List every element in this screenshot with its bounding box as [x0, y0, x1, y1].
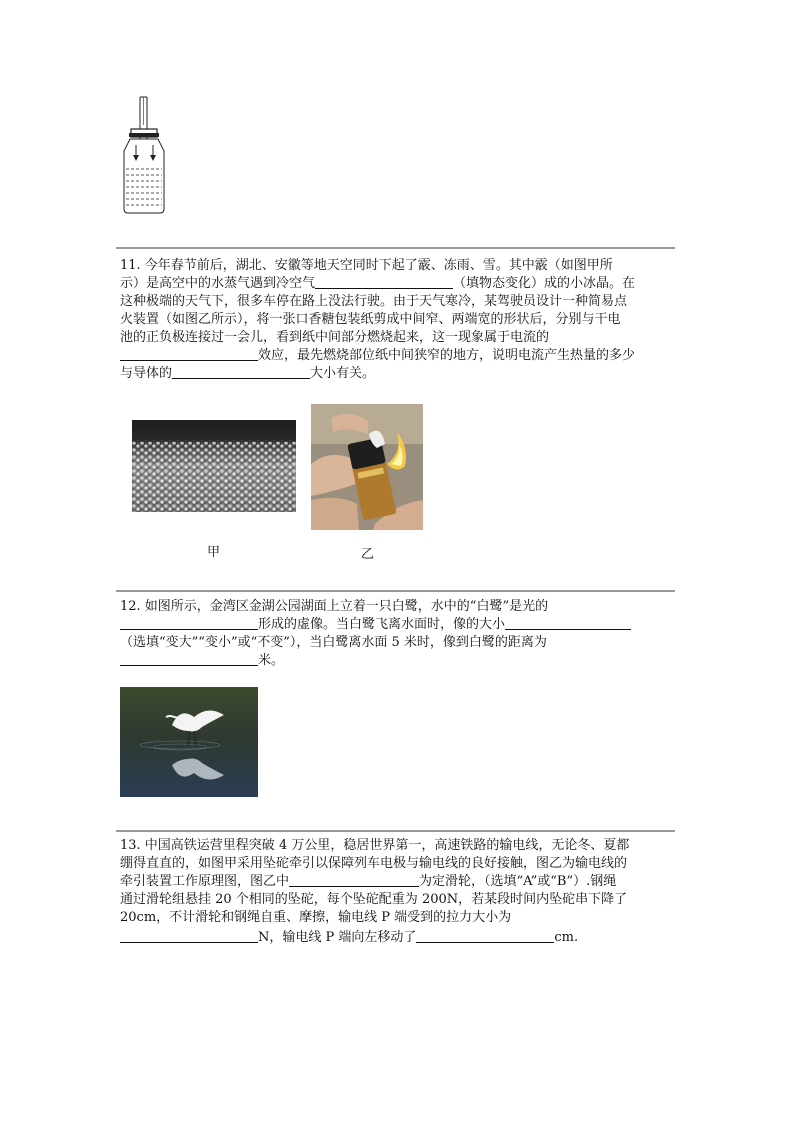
bottle-apparatus-diagram: [118, 95, 170, 215]
q11-text: （填物态变化）成的小冰晶。在: [453, 276, 636, 291]
q13-text: 牵引装置工作原理图，图乙中: [120, 874, 290, 889]
q13-line-5: 20cm，不计滑轮和钢绳自重、摩擦，输电线 P 端受到的拉力大小为: [120, 910, 512, 925]
answer-blank-8[interactable]: [120, 929, 258, 943]
q11-line-3: 这种极端的天气下，很多车停在路上没法行驶。由于天气寒冷，某驾驶员设计一种简易点: [120, 294, 628, 309]
q11-text: 示）是高空中的水蒸气遇到冷空气: [120, 276, 316, 291]
q11-line-5: 池的正负极连接过一会儿，看到纸中间部分燃烧起来，这一现象属于电流的: [120, 330, 550, 345]
divider: [116, 830, 675, 832]
egret-photo: [120, 687, 258, 797]
q13-line-6: [120, 929, 578, 947]
q13-text: cm.: [554, 930, 579, 945]
q12-line-1: 12. 如图所示，金湾区金湖公园湖面上立着一只白鹭，水中的“白鹭”是光的: [120, 599, 549, 614]
answer-blank-1[interactable]: [315, 275, 453, 289]
q11-line-4: 火装置（如图乙所示），将一张口香糖包装纸剪成中间窄、两端宽的形状后，分别与干电: [120, 312, 621, 327]
q11-text: 效应，最先燃烧部位纸中间狭窄的地方，说明电流产生热量的多少: [258, 348, 636, 363]
q12-line-2: [120, 616, 631, 634]
answer-blank-6[interactable]: [120, 652, 258, 666]
battery-foil-photo: [311, 404, 423, 530]
answer-blank-5[interactable]: [505, 616, 631, 630]
answer-blank-2[interactable]: [120, 347, 258, 361]
q13-text: N，输电线 P 端向左移动了: [258, 930, 417, 945]
q11-text: 与导体的: [120, 366, 173, 381]
q12-text: 米。: [258, 653, 285, 668]
figure-caption-jia: 甲: [207, 545, 221, 560]
q13-line-1: 13. 中国高铁运营里程突破 4 万公里，稳居世界第一，高速铁路的输电线，无论冬、夏都: [120, 838, 630, 853]
answer-blank-7[interactable]: [289, 873, 419, 887]
q12-text: 形成的虚像。当白鹭飞离水面时，像的大小: [258, 617, 506, 632]
q13-line-4: 通过滑轮组悬挂 20 个相同的坠砣，每个坠砣配重为 200N，若某段时间内坠砣串下降了: [120, 892, 628, 907]
q13-line-2: 绷得直直的，如图甲采用坠砣牵引以保障列车电极与输电线的良好接触，图乙为输电线的: [120, 856, 628, 871]
q11-text: 大小有关。: [310, 366, 376, 381]
answer-blank-4[interactable]: [120, 616, 258, 630]
answer-blank-3[interactable]: [172, 365, 310, 379]
answer-blank-9[interactable]: [416, 929, 554, 943]
divider: [116, 590, 675, 592]
divider: [116, 247, 675, 249]
q13-text: 为定滑轮，（选填“A”或“B”）.钢绳: [419, 874, 617, 889]
q13-line-3: [120, 873, 616, 891]
q11-line-7: [120, 365, 375, 383]
q11-line-1: 11. 今年春节前后，湖北、安徽等地天空同时下起了霰、冻雨、雪。其中霰（如图甲所: [120, 258, 613, 273]
q12-line-3: （选填“变大”“变小”或“不变”），当白鹭离水面 5 米时，像到白鹭的距离为: [120, 635, 547, 650]
q12-line-4: [120, 652, 284, 670]
q11-line-6: [120, 347, 635, 365]
figure-caption-yi: 乙: [361, 547, 375, 562]
q11-line-2: [120, 275, 635, 293]
graupel-photo: [132, 420, 296, 512]
